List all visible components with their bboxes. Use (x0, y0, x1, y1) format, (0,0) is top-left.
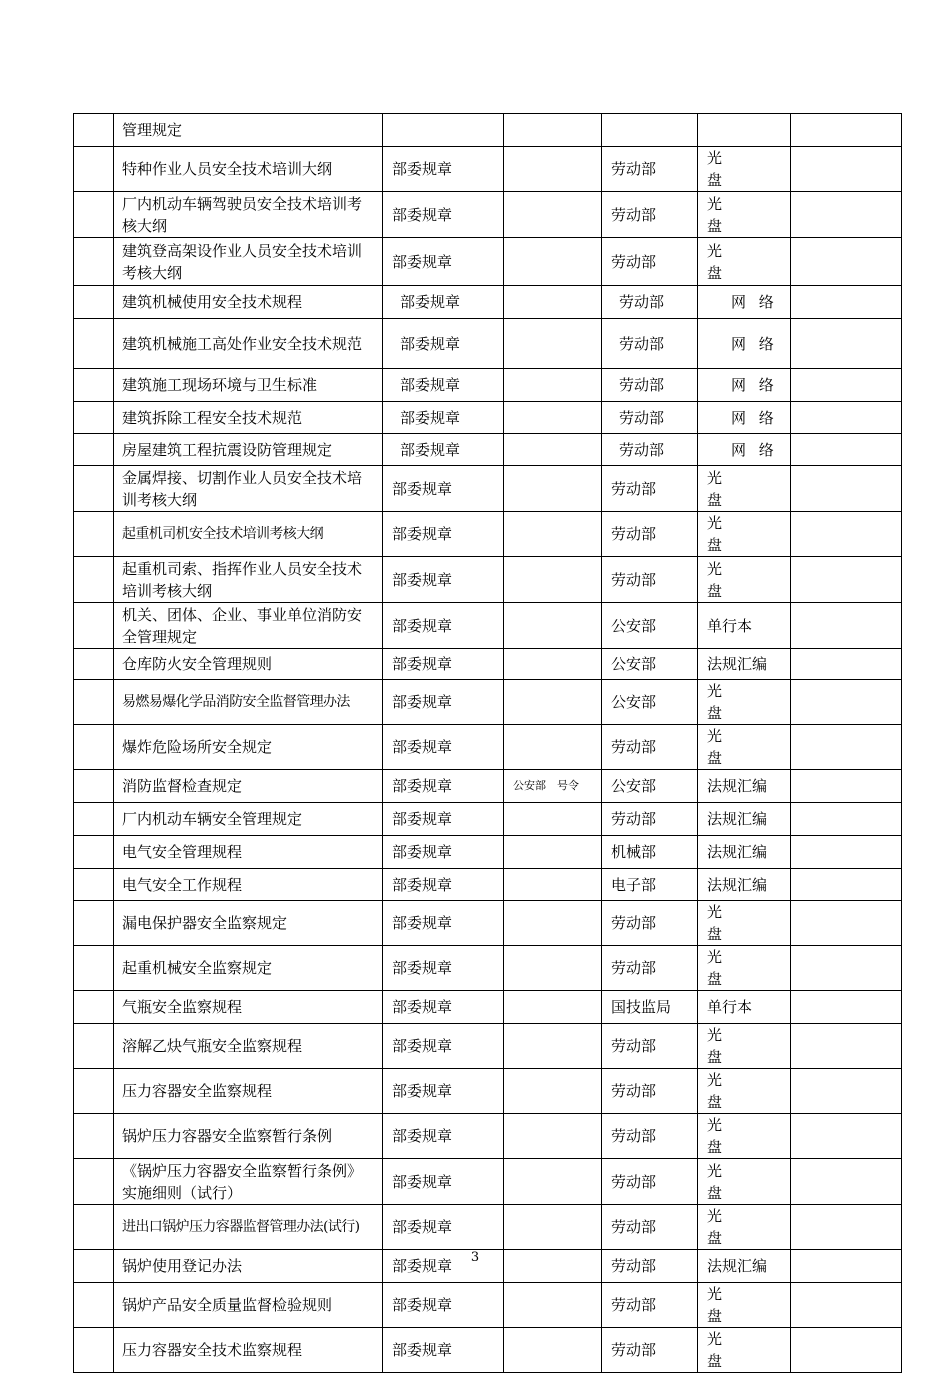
regulation-name-cell: 起重机械安全监察规定 (114, 946, 383, 991)
blank-cell (791, 557, 902, 603)
regulation-type-cell: 部委规章 (383, 369, 504, 402)
source-cell: 网 络 (698, 369, 791, 402)
blank-cell (791, 402, 902, 434)
document-number-cell (504, 869, 602, 901)
document-number-cell (504, 466, 602, 512)
regulation-name-cell: 压力容器安全技术监察规程 (114, 1328, 383, 1373)
issuer-cell: 劳动部 (602, 238, 698, 286)
document-number-cell (504, 434, 602, 466)
source-cell: 光 盘 (698, 680, 791, 725)
index-cell (74, 369, 114, 402)
issuer-cell: 国技监局 (602, 991, 698, 1024)
source-cell: 光 盘 (698, 1283, 791, 1328)
issuer-cell: 劳动部 (602, 192, 698, 238)
index-cell (74, 402, 114, 434)
source-cell: 法规汇编 (698, 803, 791, 836)
regulation-type-cell: 部委规章 (383, 991, 504, 1024)
source-cell (698, 114, 791, 147)
regulation-type-cell: 部委规章 (383, 192, 504, 238)
index-cell (74, 869, 114, 901)
table-row (74, 557, 902, 603)
source-cell: 光 盘 (698, 466, 791, 512)
index-cell (74, 1114, 114, 1159)
table-row (74, 1283, 902, 1328)
blank-cell (791, 1069, 902, 1114)
table-row (74, 369, 902, 402)
index-cell (74, 680, 114, 725)
table-body (74, 114, 902, 1373)
regulation-name-cell: 建筑机械施工高处作业安全技术规范 (114, 319, 383, 369)
issuer-cell: 劳动部 (602, 1250, 698, 1283)
regulation-type-cell: 部委规章 (383, 803, 504, 836)
blank-cell (791, 680, 902, 725)
index-cell (74, 946, 114, 991)
issuer-cell: 劳动部 (602, 319, 698, 369)
index-cell (74, 286, 114, 319)
source-cell: 光 盘 (698, 1069, 791, 1114)
source-cell: 光 盘 (698, 192, 791, 238)
document-number-cell: 公安部 号令 (504, 770, 602, 803)
table-row (74, 1328, 902, 1373)
issuer-cell: 劳动部 (602, 1283, 698, 1328)
document-number-cell (504, 512, 602, 557)
issuer-cell: 劳动部 (602, 1159, 698, 1205)
regulation-type-cell: 部委规章 (383, 147, 504, 192)
source-cell: 光 盘 (698, 946, 791, 991)
blank-cell (791, 836, 902, 869)
regulation-name-cell: 起重机司索、指挥作业人员安全技术培训考核大纲 (114, 557, 383, 603)
regulation-type-cell: 部委规章 (383, 1283, 504, 1328)
index-cell (74, 803, 114, 836)
issuer-cell: 劳动部 (602, 1114, 698, 1159)
regulation-type-cell: 部委规章 (383, 836, 504, 869)
regulation-name-cell: 电气安全管理规程 (114, 836, 383, 869)
regulation-type-cell: 部委规章 (383, 238, 504, 286)
document-number-cell (504, 991, 602, 1024)
regulation-type-cell: 部委规章 (383, 1024, 504, 1069)
blank-cell (791, 369, 902, 402)
blank-cell (791, 770, 902, 803)
regulation-name-cell: 管理规定 (114, 114, 383, 147)
source-cell: 网 络 (698, 286, 791, 319)
regulation-name-cell: 气瓶安全监察规程 (114, 991, 383, 1024)
blank-cell (791, 466, 902, 512)
document-number-cell (504, 286, 602, 319)
issuer-cell: 劳动部 (602, 512, 698, 557)
table-row (74, 1205, 902, 1250)
regulation-name-cell: 消防监督检查规定 (114, 770, 383, 803)
regulation-type-cell: 部委规章 (383, 557, 504, 603)
document-number-cell (504, 803, 602, 836)
issuer-cell: 公安部 (602, 603, 698, 649)
source-cell: 光 盘 (698, 901, 791, 946)
issuer-cell: 劳动部 (602, 286, 698, 319)
blank-cell (791, 649, 902, 680)
blank-cell (791, 1205, 902, 1250)
table-row (74, 649, 902, 680)
source-cell: 光 盘 (698, 725, 791, 770)
blank-cell (791, 114, 902, 147)
regulation-type-cell: 部委规章 (383, 680, 504, 725)
issuer-cell: 劳动部 (602, 901, 698, 946)
source-cell: 法规汇编 (698, 836, 791, 869)
issuer-cell: 劳动部 (602, 434, 698, 466)
document-number-cell (504, 901, 602, 946)
blank-cell (791, 1328, 902, 1373)
table-row (74, 1159, 902, 1205)
document-number-cell (504, 1205, 602, 1250)
blank-cell (791, 901, 902, 946)
index-cell (74, 1069, 114, 1114)
issuer-cell: 劳动部 (602, 1205, 698, 1250)
regulation-name-cell: 建筑机械使用安全技术规程 (114, 286, 383, 319)
regulation-type-cell: 部委规章 (383, 603, 504, 649)
issuer-cell: 公安部 (602, 770, 698, 803)
index-cell (74, 1024, 114, 1069)
regulation-type-cell: 部委规章 (383, 1205, 504, 1250)
index-cell (74, 434, 114, 466)
regulation-type-cell: 部委规章 (383, 770, 504, 803)
regulation-name-cell: 压力容器安全监察规程 (114, 1069, 383, 1114)
source-cell: 单行本 (698, 991, 791, 1024)
source-cell: 法规汇编 (698, 1250, 791, 1283)
source-cell: 光 盘 (698, 1024, 791, 1069)
regulation-name-cell: 电气安全工作规程 (114, 869, 383, 901)
regulation-name-cell: 锅炉使用登记办法 (114, 1250, 383, 1283)
source-cell: 法规汇编 (698, 770, 791, 803)
regulation-type-cell: 部委规章 (383, 1159, 504, 1205)
table-row (74, 238, 902, 286)
blank-cell (791, 238, 902, 286)
regulation-name-cell: 房屋建筑工程抗震设防管理规定 (114, 434, 383, 466)
blank-cell (791, 991, 902, 1024)
regulation-name-cell: 锅炉压力容器安全监察暂行条例 (114, 1114, 383, 1159)
regulation-name-cell: 仓库防火安全管理规则 (114, 649, 383, 680)
issuer-cell: 机械部 (602, 836, 698, 869)
document-number-cell (504, 192, 602, 238)
table-row (74, 147, 902, 192)
table-row (74, 286, 902, 319)
regulation-type-cell: 部委规章 (383, 869, 504, 901)
document-number-cell (504, 369, 602, 402)
source-cell: 光 盘 (698, 512, 791, 557)
index-cell (74, 512, 114, 557)
issuer-cell: 劳动部 (602, 402, 698, 434)
regulation-type-cell: 部委规章 (383, 402, 504, 434)
source-cell: 法规汇编 (698, 869, 791, 901)
regulation-name-cell: 金属焊接、切割作业人员安全技术培训考核大纲 (114, 466, 383, 512)
document-number-cell (504, 1328, 602, 1373)
blank-cell (791, 434, 902, 466)
source-cell: 光 盘 (698, 238, 791, 286)
document-number-cell (504, 1159, 602, 1205)
table-row (74, 434, 902, 466)
table-row (74, 725, 902, 770)
issuer-cell: 劳动部 (602, 147, 698, 192)
regulation-type-cell: 部委规章 (383, 1069, 504, 1114)
issuer-cell: 劳动部 (602, 557, 698, 603)
regulation-type-cell: 部委规章 (383, 512, 504, 557)
source-cell: 光 盘 (698, 147, 791, 192)
blank-cell (791, 512, 902, 557)
table-row (74, 402, 902, 434)
regulations-table (73, 113, 902, 1373)
document-number-cell (504, 147, 602, 192)
regulation-name-cell: 溶解乙炔气瓶安全监察规程 (114, 1024, 383, 1069)
table-row (74, 836, 902, 869)
regulation-type-cell: 部委规章 (383, 725, 504, 770)
source-cell: 网 络 (698, 319, 791, 369)
source-cell: 光 盘 (698, 1114, 791, 1159)
blank-cell (791, 1114, 902, 1159)
index-cell (74, 1283, 114, 1328)
document-number-cell (504, 1283, 602, 1328)
issuer-cell: 公安部 (602, 680, 698, 725)
index-cell (74, 466, 114, 512)
blank-cell (791, 192, 902, 238)
index-cell (74, 991, 114, 1024)
document-number-cell (504, 1024, 602, 1069)
index-cell (74, 192, 114, 238)
regulation-type-cell: 部委规章 (383, 434, 504, 466)
issuer-cell: 电子部 (602, 869, 698, 901)
regulation-type-cell: 部委规章 (383, 649, 504, 680)
blank-cell (791, 869, 902, 901)
index-cell (74, 649, 114, 680)
source-cell: 光 盘 (698, 1205, 791, 1250)
blank-cell (791, 1159, 902, 1205)
document-number-cell (504, 603, 602, 649)
regulation-name-cell: 爆炸危险场所安全规定 (114, 725, 383, 770)
index-cell (74, 901, 114, 946)
issuer-cell: 劳动部 (602, 803, 698, 836)
blank-cell (791, 946, 902, 991)
source-cell: 网 络 (698, 434, 791, 466)
index-cell (74, 725, 114, 770)
table-row (74, 901, 902, 946)
regulation-name-cell: 《锅炉压力容器安全监察暂行条例》实施细则（试行） (114, 1159, 383, 1205)
table-row (74, 192, 902, 238)
issuer-cell: 劳动部 (602, 1024, 698, 1069)
document-number-cell (504, 238, 602, 286)
index-cell (74, 770, 114, 803)
regulation-type-cell: 部委规章 (383, 1250, 504, 1283)
index-cell (74, 114, 114, 147)
regulation-name-cell: 建筑拆除工程安全技术规范 (114, 402, 383, 434)
document-number-cell (504, 725, 602, 770)
regulation-name-cell: 机关、团体、企业、事业单位消防安全管理规定 (114, 603, 383, 649)
regulation-name-cell: 易燃易爆化学品消防安全监督管理办法 (114, 680, 383, 725)
table-row (74, 512, 902, 557)
table-row (74, 319, 902, 369)
table-row (74, 680, 902, 725)
regulation-name-cell: 厂内机动车辆驾驶员安全技术培训考核大纲 (114, 192, 383, 238)
document-number-cell (504, 1069, 602, 1114)
source-cell: 光 盘 (698, 557, 791, 603)
document-number-cell (504, 402, 602, 434)
blank-cell (791, 1024, 902, 1069)
index-cell (74, 319, 114, 369)
regulation-type-cell (383, 114, 504, 147)
index-cell (74, 1328, 114, 1373)
document-number-cell (504, 946, 602, 991)
table-row (74, 1024, 902, 1069)
regulation-name-cell: 漏电保护器安全监察规定 (114, 901, 383, 946)
issuer-cell: 劳动部 (602, 946, 698, 991)
regulation-name-cell: 厂内机动车辆安全管理规定 (114, 803, 383, 836)
regulation-type-cell: 部委规章 (383, 466, 504, 512)
blank-cell (791, 725, 902, 770)
issuer-cell: 劳动部 (602, 1069, 698, 1114)
table-row (74, 1114, 902, 1159)
regulation-name-cell: 特种作业人员安全技术培训大纲 (114, 147, 383, 192)
document-number-cell (504, 649, 602, 680)
table-row (74, 803, 902, 836)
issuer-cell: 劳动部 (602, 466, 698, 512)
table-row (74, 946, 902, 991)
regulation-name-cell: 建筑施工现场环境与卫生标准 (114, 369, 383, 402)
page-number: 3 (470, 1250, 480, 1265)
table-row (74, 114, 902, 147)
regulation-type-cell: 部委规章 (383, 286, 504, 319)
blank-cell (791, 147, 902, 192)
issuer-cell: 劳动部 (602, 1328, 698, 1373)
blank-cell (791, 803, 902, 836)
table-row (74, 869, 902, 901)
document-number-cell (504, 319, 602, 369)
issuer-cell: 劳动部 (602, 369, 698, 402)
source-cell: 单行本 (698, 603, 791, 649)
source-cell: 光 盘 (698, 1159, 791, 1205)
source-cell: 光 盘 (698, 1328, 791, 1373)
document-number-cell (504, 557, 602, 603)
index-cell (74, 603, 114, 649)
source-cell: 网 络 (698, 402, 791, 434)
index-cell (74, 1159, 114, 1205)
index-cell (74, 1205, 114, 1250)
index-cell (74, 836, 114, 869)
index-cell (74, 147, 114, 192)
issuer-cell (602, 114, 698, 147)
issuer-cell: 公安部 (602, 649, 698, 680)
regulation-type-cell: 部委规章 (383, 1114, 504, 1159)
regulation-type-cell: 部委规章 (383, 946, 504, 991)
document-number-cell (504, 1114, 602, 1159)
table-row (74, 466, 902, 512)
regulation-name-cell: 锅炉产品安全质量监督检验规则 (114, 1283, 383, 1328)
regulation-type-cell: 部委规章 (383, 319, 504, 369)
table-row (74, 770, 902, 803)
blank-cell (791, 603, 902, 649)
table-row (74, 991, 902, 1024)
table-row (74, 603, 902, 649)
blank-cell (791, 319, 902, 369)
table-row (74, 1069, 902, 1114)
regulation-name-cell: 进出口锅炉压力容器监督管理办法(试行) (114, 1205, 383, 1250)
blank-cell (791, 286, 902, 319)
index-cell (74, 238, 114, 286)
source-cell: 法规汇编 (698, 649, 791, 680)
issuer-cell: 劳动部 (602, 725, 698, 770)
index-cell (74, 557, 114, 603)
regulation-name-cell: 建筑登高架设作业人员安全技术培训考核大纲 (114, 238, 383, 286)
regulation-type-cell: 部委规章 (383, 1328, 504, 1373)
document-number-cell (504, 836, 602, 869)
document-number-cell (504, 114, 602, 147)
blank-cell (791, 1283, 902, 1328)
regulation-name-cell: 起重机司机安全技术培训考核大纲 (114, 512, 383, 557)
regulation-type-cell: 部委规章 (383, 901, 504, 946)
document-number-cell (504, 680, 602, 725)
